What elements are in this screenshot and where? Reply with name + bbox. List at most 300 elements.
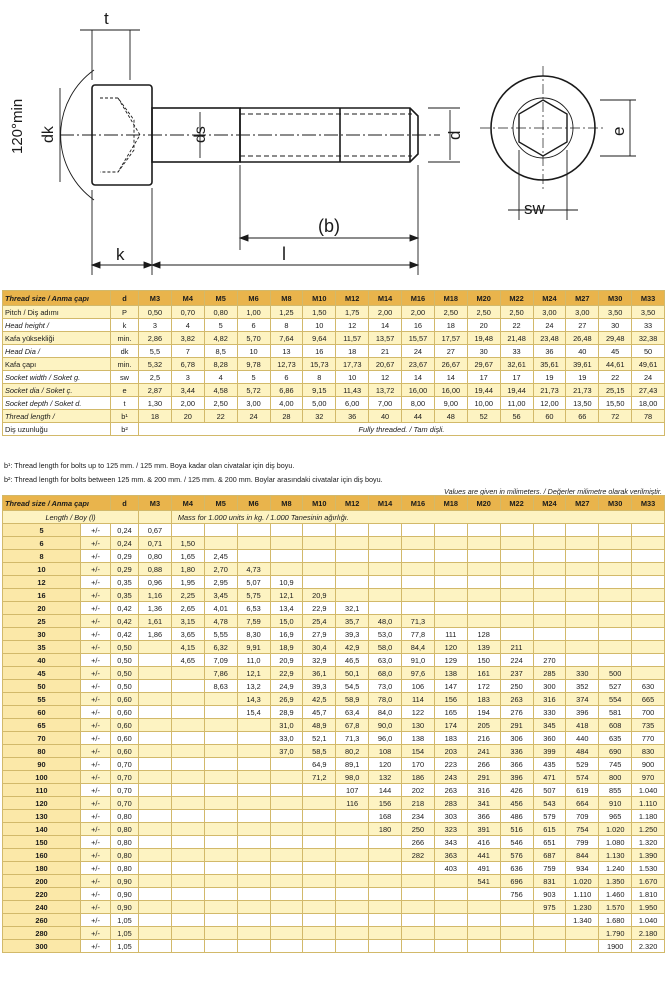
mass-cell: 54,5	[336, 680, 369, 693]
size-header: M16	[402, 291, 435, 306]
mass-cell	[204, 524, 237, 537]
mass-cell	[336, 875, 369, 888]
mass-cell: 205	[467, 719, 500, 732]
table-row	[3, 423, 665, 436]
table-header-row	[3, 291, 665, 306]
length-cell: 20	[3, 602, 81, 615]
mass-cell: 491	[467, 862, 500, 875]
mass-cell: 58,5	[303, 745, 336, 758]
table-cell: 12,00	[533, 397, 566, 410]
sub-header-row	[3, 511, 665, 524]
mass-cell	[402, 602, 435, 615]
mass-cell: 234	[402, 810, 435, 823]
tolerance-cell: 0,90	[111, 888, 139, 901]
mass-cell: 64,9	[303, 758, 336, 771]
table-cell: 24	[237, 410, 270, 423]
mass-cell	[369, 862, 402, 875]
mass-cell	[336, 576, 369, 589]
table-row	[3, 410, 665, 423]
table-cell: 4,82	[204, 332, 237, 345]
tolerance-sign: +/-	[81, 524, 111, 537]
table-cell: 14	[434, 371, 467, 384]
table-cell: 8	[303, 371, 336, 384]
mass-cell	[139, 810, 172, 823]
mass-cell: 266	[402, 836, 435, 849]
note-b1: b¹: Thread length for bolts up to 125 mm. / 125 mm. Boya kadar olan civatalar için diş boyu.	[4, 461, 295, 470]
mass-cell: 435	[533, 758, 566, 771]
table-row	[3, 537, 665, 550]
row-symbol: e	[111, 384, 139, 397]
mass-cell: 507	[533, 784, 566, 797]
size-header: M30	[599, 291, 632, 306]
mass-cell: 745	[599, 758, 632, 771]
table-cell: 4	[204, 371, 237, 384]
length-cell: 80	[3, 745, 81, 758]
table-cell: 78	[632, 410, 665, 423]
mass-cell	[336, 589, 369, 602]
mass-cell	[533, 550, 566, 563]
table-row	[3, 706, 665, 719]
mass-cell: 276	[500, 706, 533, 719]
mass-cell: 687	[533, 849, 566, 862]
tolerance-cell: 0,70	[111, 784, 139, 797]
mass-cell	[566, 927, 599, 940]
table-row	[3, 901, 665, 914]
tolerance-sign: +/-	[81, 563, 111, 576]
table-cell: 17	[500, 371, 533, 384]
table-cell: 18	[434, 319, 467, 332]
mass-cell: 1,50	[171, 537, 204, 550]
mass-cell: 366	[500, 758, 533, 771]
mass-cell	[270, 563, 303, 576]
mass-cell	[204, 836, 237, 849]
mass-cell: 202	[402, 784, 435, 797]
mass-cell	[566, 524, 599, 537]
table-row	[3, 589, 665, 602]
mass-cell	[500, 940, 533, 953]
mass-cell	[467, 563, 500, 576]
mass-cell	[139, 693, 172, 706]
header-symbol: d	[111, 496, 139, 511]
mass-cell: 374	[566, 693, 599, 706]
table-cell: 3,00	[237, 397, 270, 410]
table-cell: 49,61	[632, 358, 665, 371]
table-cell: 13	[270, 345, 303, 358]
mass-cell	[500, 602, 533, 615]
table-cell: 33	[632, 319, 665, 332]
size-header: M24	[533, 496, 566, 511]
length-cell: 12	[3, 576, 81, 589]
mass-cell	[270, 797, 303, 810]
length-cell: 120	[3, 797, 81, 810]
mass-cell: 224	[500, 654, 533, 667]
table-row	[3, 345, 665, 358]
table-cell: 2,00	[171, 397, 204, 410]
mass-cell: 263	[500, 693, 533, 706]
table-cell: 27	[434, 345, 467, 358]
mass-cell	[434, 901, 467, 914]
mass-cell: 831	[533, 875, 566, 888]
mass-cell: 20,9	[270, 654, 303, 667]
table-cell: 12,73	[270, 358, 303, 371]
table-cell: 29,48	[599, 332, 632, 345]
mass-cell: 106	[402, 680, 435, 693]
tolerance-sign: +/-	[81, 589, 111, 602]
table-row	[3, 940, 665, 953]
mass-cell: 7,59	[237, 615, 270, 628]
table-row	[3, 914, 665, 927]
row-symbol: sw	[111, 371, 139, 384]
row-symbol: min.	[111, 358, 139, 371]
table-cell: 8	[270, 319, 303, 332]
size-header: M6	[237, 291, 270, 306]
mass-cell	[336, 849, 369, 862]
mass-cell	[500, 563, 533, 576]
mass-cell	[270, 550, 303, 563]
tolerance-cell: 0,80	[111, 836, 139, 849]
mass-cell: 216	[467, 732, 500, 745]
mass-cell	[171, 680, 204, 693]
mass-cell: 266	[467, 758, 500, 771]
table-cell: 24	[402, 345, 435, 358]
mass-cell	[566, 537, 599, 550]
mass-cell	[139, 849, 172, 862]
mass-cell	[434, 576, 467, 589]
mass-cell	[171, 836, 204, 849]
table-cell: 2,50	[500, 306, 533, 319]
table-cell: 13,72	[369, 384, 402, 397]
row-label: Socket depth / Soket d.	[3, 397, 111, 410]
size-header: M18	[434, 496, 467, 511]
mass-cell: 608	[599, 719, 632, 732]
tolerance-cell: 0,90	[111, 875, 139, 888]
mass-cell	[270, 771, 303, 784]
mass-cell	[204, 849, 237, 862]
mass-cell	[303, 524, 336, 537]
mass-cell: 15,4	[237, 706, 270, 719]
mass-cell: 360	[533, 732, 566, 745]
mass-cell	[303, 810, 336, 823]
length-cell: 65	[3, 719, 81, 732]
tolerance-cell: 1,05	[111, 914, 139, 927]
row-symbol: b¹	[111, 410, 139, 423]
table-row	[3, 784, 665, 797]
label-d: d	[445, 130, 464, 140]
mass-cell: 759	[533, 862, 566, 875]
table-cell: 1,50	[303, 306, 336, 319]
mass-cell: 58,0	[369, 641, 402, 654]
size-header: M18	[434, 291, 467, 306]
mass-cell: 323	[434, 823, 467, 836]
label-dk: dk	[40, 126, 57, 143]
mass-cell: 8,30	[237, 628, 270, 641]
mass-cell: 42,5	[303, 693, 336, 706]
mass-cell: 527	[599, 680, 632, 693]
size-header: M4	[171, 291, 204, 306]
mass-cell	[500, 589, 533, 602]
mass-cell	[336, 940, 369, 953]
size-header: M27	[566, 496, 599, 511]
table-cell: 2,50	[467, 306, 500, 319]
mass-cell: 336	[500, 745, 533, 758]
mass-cell: 303	[434, 810, 467, 823]
table-cell: 32,61	[500, 358, 533, 371]
mass-cell	[336, 537, 369, 550]
mass-cell	[204, 940, 237, 953]
mass-cell	[171, 719, 204, 732]
mass-cell: 165	[434, 706, 467, 719]
length-cell: 25	[3, 615, 81, 628]
mass-cell: 13,2	[237, 680, 270, 693]
mass-cell	[434, 940, 467, 953]
table-cell: 52	[467, 410, 500, 423]
mass-cell	[237, 537, 270, 550]
mass-cell: 554	[599, 693, 632, 706]
size-header: M4	[171, 496, 204, 511]
table-cell: 14	[402, 371, 435, 384]
mass-cell: 581	[599, 706, 632, 719]
mass-cell	[139, 641, 172, 654]
mass-cell: 366	[467, 810, 500, 823]
mass-table	[2, 495, 665, 953]
table-row	[3, 615, 665, 628]
mass-cell: 3,45	[204, 589, 237, 602]
tolerance-cell: 0,42	[111, 615, 139, 628]
mass-cell	[171, 823, 204, 836]
mass-cell: 120	[369, 758, 402, 771]
mass-cell	[171, 758, 204, 771]
mass-cell: 22,9	[270, 667, 303, 680]
table-cell: 22	[500, 319, 533, 332]
table-row	[3, 836, 665, 849]
mass-cell	[402, 550, 435, 563]
mass-cell	[599, 563, 632, 576]
mass-cell	[533, 589, 566, 602]
table-cell: 16	[402, 319, 435, 332]
mass-cell: 1.680	[599, 914, 632, 927]
note-units: Values are given in milimeters. / Değerler milimetre olarak verilmiştir.	[444, 487, 662, 496]
table-cell: 9,00	[434, 397, 467, 410]
mass-cell	[139, 745, 172, 758]
mass-cell: 1,61	[139, 615, 172, 628]
mass-cell	[237, 550, 270, 563]
mass-cell: 0,88	[139, 563, 172, 576]
table-cell: 3,82	[171, 332, 204, 345]
row-label: Kafa çapı	[3, 358, 111, 371]
mass-cell: 471	[533, 771, 566, 784]
mass-cell: 579	[533, 810, 566, 823]
mass-cell: 291	[467, 771, 500, 784]
mass-cell	[204, 693, 237, 706]
mass-cell: 345	[533, 719, 566, 732]
mass-cell	[303, 875, 336, 888]
table-cell: 29,67	[467, 358, 500, 371]
mass-cell: 39,3	[336, 628, 369, 641]
table-cell: 13,50	[566, 397, 599, 410]
mass-cell	[500, 914, 533, 927]
mass-cell: 36,1	[303, 667, 336, 680]
length-cell: 6	[3, 537, 81, 550]
table-cell: 24	[632, 371, 665, 384]
mass-cell: 172	[467, 680, 500, 693]
mass-cell	[467, 940, 500, 953]
mass-cell: 283	[434, 797, 467, 810]
mass-cell: 343	[434, 836, 467, 849]
length-cell: 130	[3, 810, 81, 823]
mass-cell	[204, 732, 237, 745]
mass-cell	[171, 732, 204, 745]
mass-cell	[369, 589, 402, 602]
label-k: k	[116, 245, 125, 264]
mass-cell	[566, 615, 599, 628]
mass-cell	[270, 914, 303, 927]
mass-cell	[632, 628, 665, 641]
table-row	[3, 810, 665, 823]
table-row	[3, 667, 665, 680]
table-cell: 6	[237, 319, 270, 332]
mass-cell: 128	[467, 628, 500, 641]
mass-cell	[336, 550, 369, 563]
mass-cell: 37,0	[270, 745, 303, 758]
mass-cell	[139, 862, 172, 875]
tolerance-cell: 0,70	[111, 797, 139, 810]
table-row	[3, 397, 665, 410]
mass-cell: 441	[467, 849, 500, 862]
table-cell: 45	[599, 345, 632, 358]
mass-cell: 12,1	[237, 667, 270, 680]
tolerance-sign: +/-	[81, 719, 111, 732]
size-header: M14	[369, 291, 402, 306]
mass-cell: 1.240	[599, 862, 632, 875]
table-cell: 3,44	[171, 384, 204, 397]
mass-cell: 144	[369, 784, 402, 797]
mass-cell: 183	[434, 732, 467, 745]
mass-cell: 418	[566, 719, 599, 732]
mass-cell: 147	[434, 680, 467, 693]
tolerance-sign: +/-	[81, 706, 111, 719]
size-header: M22	[500, 291, 533, 306]
tolerance-cell: 0,80	[111, 823, 139, 836]
mass-cell: 900	[632, 758, 665, 771]
mass-label: Mass for 1.000 units in kg. / 1.000 Tanesinin ağırlığı.	[171, 511, 664, 524]
mass-cell: 665	[632, 693, 665, 706]
tolerance-cell: 0,60	[111, 719, 139, 732]
mass-cell	[533, 563, 566, 576]
mass-cell: 120	[434, 641, 467, 654]
mass-cell	[434, 550, 467, 563]
length-cell: 8	[3, 550, 81, 563]
mass-cell: 139	[467, 641, 500, 654]
mass-cell	[336, 823, 369, 836]
tolerance-cell: 0,50	[111, 667, 139, 680]
mass-cell: 0,96	[139, 576, 172, 589]
mass-cell	[270, 875, 303, 888]
mass-cell: 31,0	[270, 719, 303, 732]
mass-cell	[369, 524, 402, 537]
mass-cell	[566, 576, 599, 589]
mass-cell	[139, 940, 172, 953]
length-cell: 110	[3, 784, 81, 797]
mass-cell	[237, 836, 270, 849]
mass-cell: 84,0	[369, 706, 402, 719]
table-cell: 5,70	[237, 332, 270, 345]
tolerance-sign: +/-	[81, 849, 111, 862]
row-label: Head height /	[3, 319, 111, 332]
tolerance-sign: +/-	[81, 823, 111, 836]
table-row	[3, 797, 665, 810]
table-cell: 60	[533, 410, 566, 423]
mass-cell: 830	[632, 745, 665, 758]
mass-cell: 25,4	[303, 615, 336, 628]
table-cell: 0,50	[139, 306, 172, 319]
mass-cell	[369, 602, 402, 615]
mass-cell	[336, 927, 369, 940]
length-cell: 100	[3, 771, 81, 784]
table-row	[3, 888, 665, 901]
mass-cell: 0,67	[139, 524, 172, 537]
mass-cell: 63,0	[369, 654, 402, 667]
mass-cell: 138	[402, 732, 435, 745]
mass-cell: 975	[533, 901, 566, 914]
tolerance-sign: +/-	[81, 680, 111, 693]
mass-cell: 122	[402, 706, 435, 719]
mass-cell	[599, 537, 632, 550]
mass-cell	[369, 836, 402, 849]
mass-cell: 7,09	[204, 654, 237, 667]
mass-cell	[139, 667, 172, 680]
mass-cell: 2,25	[171, 589, 204, 602]
mass-cell: 1.790	[599, 927, 632, 940]
mass-cell	[369, 875, 402, 888]
mass-cell	[467, 537, 500, 550]
table-row	[3, 732, 665, 745]
mass-cell: 352	[566, 680, 599, 693]
mass-cell	[139, 771, 172, 784]
mass-cell	[204, 706, 237, 719]
mass-cell: 543	[533, 797, 566, 810]
mass-cell	[204, 771, 237, 784]
length-cell: 50	[3, 680, 81, 693]
mass-cell: 934	[566, 862, 599, 875]
mass-cell	[303, 576, 336, 589]
table-row	[3, 745, 665, 758]
mass-cell: 129	[434, 654, 467, 667]
mass-cell	[303, 797, 336, 810]
mass-cell	[336, 862, 369, 875]
tolerance-cell: 1,05	[111, 927, 139, 940]
length-cell: 200	[3, 875, 81, 888]
mass-cell: 484	[566, 745, 599, 758]
dimensions-table	[2, 290, 665, 436]
mass-cell	[467, 888, 500, 901]
mass-cell: 138	[434, 667, 467, 680]
length-cell: 140	[3, 823, 81, 836]
mass-cell: 306	[500, 732, 533, 745]
mass-cell	[303, 888, 336, 901]
table-cell: 40	[566, 345, 599, 358]
mass-cell	[171, 771, 204, 784]
mass-cell	[139, 719, 172, 732]
mass-cell	[171, 667, 204, 680]
mass-cell	[171, 706, 204, 719]
mass-cell	[434, 563, 467, 576]
table-cell: 9,64	[303, 332, 336, 345]
mass-cell: 218	[402, 797, 435, 810]
mass-cell	[139, 836, 172, 849]
mass-cell	[566, 602, 599, 615]
tolerance-sign: +/-	[81, 602, 111, 615]
table-cell	[139, 511, 172, 524]
